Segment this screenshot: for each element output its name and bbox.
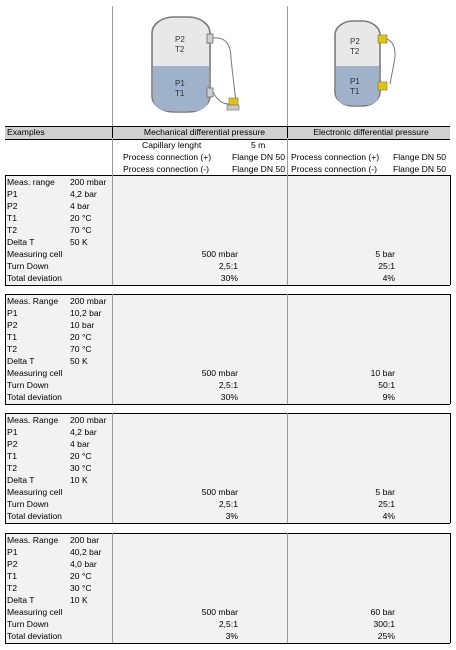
process-plus-row xyxy=(5,151,450,163)
param-row: Delta T 50 K xyxy=(7,237,88,247)
param-row: Delta T 50 K xyxy=(7,356,88,366)
capillary-line-lower xyxy=(213,92,229,104)
param-row: T1 20 °C xyxy=(7,571,92,581)
param-row: Delta T 10 K xyxy=(7,475,88,485)
upper-label-p: P2 xyxy=(350,37,360,46)
elec-plus-label: Process connection (+) xyxy=(291,152,380,162)
param-row: T1 20 °C xyxy=(7,213,92,223)
result-row: Total deviation 30% 4% xyxy=(7,273,395,283)
param-row: Meas. Range 200 mbar xyxy=(7,296,107,306)
param-row: P1 10,2 bar xyxy=(7,308,102,318)
transmitter-sensor xyxy=(229,98,238,105)
result-row: Measuring cell 500 mbar 5 bar xyxy=(7,249,395,259)
param-row: T2 70 °C xyxy=(7,225,92,235)
result-row: Turn Down 2,5:1 50:1 xyxy=(7,380,395,390)
header-examples: Examples xyxy=(7,127,45,137)
lower-label-p: P1 xyxy=(350,77,360,86)
lower-label-t: T1 xyxy=(175,89,185,98)
electronic-vessel-diagram xyxy=(330,18,410,118)
lower-sensor xyxy=(378,82,387,90)
mech-plus-label: Process connection (+) xyxy=(123,152,212,162)
upper-flange xyxy=(207,34,213,43)
result-row: Total deviation 30% 9% xyxy=(7,392,395,402)
mechanical-vessel-diagram xyxy=(147,14,257,119)
result-row: Measuring cell 500 mbar 5 bar xyxy=(7,487,395,497)
param-row: T2 30 °C xyxy=(7,463,92,473)
transmitter-base xyxy=(227,105,239,110)
result-row: Measuring cell 500 mbar 60 bar xyxy=(7,607,395,617)
upper-label-p: P2 xyxy=(175,35,185,44)
result-row: Turn Down 2,5:1 25:1 xyxy=(7,261,395,271)
upper-label-t: T2 xyxy=(175,45,185,54)
param-row: Meas. range 200 mbar xyxy=(7,177,107,187)
header-electronic: Electronic differential pressure xyxy=(313,127,429,137)
mech-minus-label: Process connection (-) xyxy=(123,164,209,174)
image-area xyxy=(5,6,450,126)
param-row: P1 40,2 bar xyxy=(7,547,102,557)
signal-cable xyxy=(387,39,395,84)
param-row: Delta T 10 K xyxy=(7,595,88,605)
capillary-row xyxy=(5,139,450,151)
param-row: P2 10 bar xyxy=(7,320,95,330)
capillary-label: Capillary lenght xyxy=(142,140,202,150)
elec-minus-flange: Flange DN 50 xyxy=(393,164,447,174)
result-row: Total deviation 3% 4% xyxy=(7,511,395,521)
param-row: T1 20 °C xyxy=(7,332,92,342)
result-row: Total deviation 3% 25% xyxy=(7,631,395,641)
mech-plus-flange: Flange DN 50 xyxy=(232,152,286,162)
elec-plus-flange: Flange DN 50 xyxy=(393,152,447,162)
upper-sensor xyxy=(378,35,387,43)
param-row: T1 20 °C xyxy=(7,451,92,461)
lower-label-p: P1 xyxy=(175,79,185,88)
capillary-line xyxy=(213,38,236,106)
result-row: Turn Down 2,5:1 25:1 xyxy=(7,499,395,509)
header-mechanical: Mechanical differential pressure xyxy=(143,127,266,137)
param-row: P1 4,2 bar xyxy=(7,427,97,437)
lower-label-t: T1 xyxy=(350,87,360,96)
capillary-value: 5 m xyxy=(251,140,266,150)
result-row: Turn Down 2,5:1 300:1 xyxy=(7,619,395,629)
upper-label-t: T2 xyxy=(350,47,360,56)
param-row: P2 4 bar xyxy=(7,201,90,211)
result-row: Measuring cell 500 mbar 10 bar xyxy=(7,368,395,378)
process-minus-row xyxy=(5,163,450,175)
elec-minus-label: Process connection (-) xyxy=(291,164,377,174)
param-row: Meas. Range 200 bar xyxy=(7,535,100,545)
param-row: P1 4,2 bar xyxy=(7,189,97,199)
param-row: P2 4,0 bar xyxy=(7,559,97,569)
param-row: T2 70 °C xyxy=(7,344,92,354)
param-row: T2 30 °C xyxy=(7,583,92,593)
param-row: Meas. Range 200 mbar xyxy=(7,415,107,425)
table-header xyxy=(5,126,450,140)
mech-minus-flange: Flange DN 50 xyxy=(232,164,286,174)
lower-flange xyxy=(207,88,213,97)
param-row: P2 4 bar xyxy=(7,439,90,449)
